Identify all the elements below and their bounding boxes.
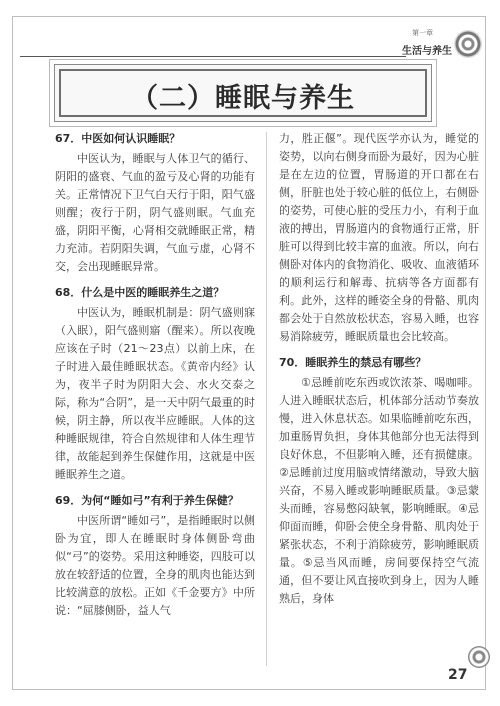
answer-70: ①忌睡前吃东西或饮浓茶、喝咖啡。人进入睡眠状态后，机体部分活动节奏放慢，进入休息状态。如果临睡前吃东西，加重肠胃负担，身体其他部分也无法得到良好休息，不但影响入睡，还有损健康。②忌睡前过度用脑或情绪激动，导致大脑兴奋，不易入睡或影响睡眠质量。③忌蒙头而睡，容易憋闷缺氧，影响睡眠。④忌仰面而睡，仰卧会使全身骨骼、肌肉处于紧张状态，不利于消除疲劳，影响睡眠质量。⑤忌当风而睡，房间要保持空气流通，但不要让风直接吹到身上，因为人睡熟后，身体 — [279, 376, 479, 605]
medallion-ornament-icon — [454, 30, 482, 58]
page-number: 27 — [448, 667, 468, 683]
answer-69-continued: 力，胜正偃”。现代医学亦认为，睡觉的姿势，以向右侧身而卧为最好，因为心脏是在左边的位置，胃肠道的开口都在右侧，肝脏也处于较心脏的低位上，右侧卧的姿势，可使心脏的受压力小，有利于血液的搏出，胃肠道内的食物通行正常，肝脏可以得到比较丰富的血液。所以，向右侧卧对体内的食物消化、吸收、血液循环的顺利运行和解毒、抗病等各方面都有利。此外，这样的睡姿全身的骨骼、肌肉都会处于自然放松状态，容易入睡，也容易消除疲劳，睡眠质量也会比较高。 — [279, 132, 479, 343]
title-box — [54, 64, 432, 122]
corner-ornament-icon — [468, 646, 490, 668]
column-divider — [266, 132, 267, 666]
chapter-label: 第一章 — [412, 29, 433, 37]
header-rule — [20, 56, 406, 57]
right-column — [279, 130, 479, 614]
question-70: 70．睡眠养生的禁忌有哪些？ — [279, 356, 427, 369]
question-67: 67．中医如何认识睡眠？ — [55, 132, 181, 145]
answer-68: 中医认为，睡眠机制是：阴气盛则寐（入眠），阳气盛则寤（醒来）。所以夜晚应该在子时（21～23点）以前上床，在子时进入最佳睡眠状态。《黄帝内经》认为，夜半子时为阴阳大会、水火交泰之际，称为“合阴”，是一天中阴气最重的时候，阴主静，所以夜半应睡眠。人体的这种睡眠规律，符合自然规律和人体生理节律，故能起到养生保健作用，这就是中医睡眠养生之道。 — [55, 306, 255, 481]
question-69: 69．为何“睡如弓”有利于养生保健？ — [55, 494, 239, 507]
answer-67: 中医认为，睡眠与人体卫气的循行、阴阳的盛衰、气血的盈亏及心肾的功能有关。正常情况下卫气白天行于阳，阳气盛则醒；夜行于阴，阴气盛则眠。气血充盛，阴阳平衡，心肾相交就睡眠正常，精力充沛。若阴阳失调，气血亏虚，心肾不交，会出现睡眠异常。 — [55, 152, 255, 273]
section-label: 生活与养生 — [402, 46, 452, 57]
question-68: 68．什么是中医的睡眠养生之道？ — [55, 286, 225, 299]
page-title: （二）睡眠与养生 — [131, 83, 355, 114]
answer-69: 中医所谓“睡如弓”，是指睡眠时以侧卧为宜，即人在睡眠时身体侧卧弯曲似“弓”的姿势。采用这种睡姿，四肢可以放在较舒适的位置，全身的肌肉也能达到比较满意的放松。正如《千金要方》中所说：“屈膝侧卧，益人气 — [55, 514, 255, 617]
left-column — [55, 130, 255, 626]
